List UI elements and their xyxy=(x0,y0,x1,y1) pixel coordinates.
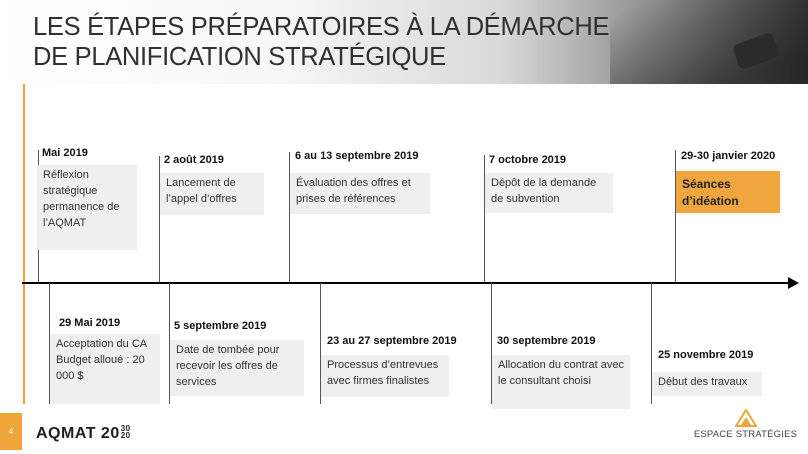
timeline-event-box: Acceptation du CA Budget alloué : 20 000 $ xyxy=(50,334,160,404)
aqmat-logo-year-bottom: 20 xyxy=(120,431,131,440)
timeline-date: Mai 2019 xyxy=(42,147,88,159)
aqmat-logo-year-top: 30 xyxy=(120,424,131,433)
triangle-icon xyxy=(735,409,757,427)
timeline-event-box: Réflexion stratégique permanence de l’AQMAT xyxy=(37,165,137,250)
left-accent-bar xyxy=(23,84,25,404)
timeline-date: 30 septembre 2019 xyxy=(497,335,596,347)
espace-strategies-logo xyxy=(693,409,798,449)
header-photo-shade xyxy=(610,0,808,84)
title-line-2: DE PLANIFICATION STRATÉGIQUE xyxy=(33,43,446,71)
timeline-connector xyxy=(675,150,676,282)
timeline-connector xyxy=(289,152,290,282)
timeline-date: 29 Mai 2019 xyxy=(59,317,121,329)
page-number: 4 xyxy=(0,413,22,450)
timeline-event-box: Processus d’entrevues avec firmes finalistes xyxy=(321,355,449,397)
timeline-event-box: Dépôt de la demande de subvention xyxy=(485,173,613,213)
timeline-date: 2 août 2019 xyxy=(164,154,224,166)
timeline-event-box: Lancement de l’appel d’offres xyxy=(160,173,264,215)
timeline-date: 23 au 27 septembre 2019 xyxy=(327,335,457,347)
timeline-axis xyxy=(22,282,790,284)
timeline-event-box: Début des travaux xyxy=(652,372,762,396)
title-line-1: LES ÉTAPES PRÉPARATOIRES À LA DÉMARCHE xyxy=(33,13,610,41)
timeline-event-box: Allocation du contrat avec le consultant choisi xyxy=(492,355,630,409)
aqmat-logo xyxy=(36,425,131,443)
timeline-arrowhead xyxy=(788,277,799,289)
timeline-event-box-highlighted: Séances d’idéation xyxy=(676,171,780,213)
timeline-date: 7 octobre 2019 xyxy=(489,154,567,166)
timeline-event-box: Évaluation des offres et prises de références xyxy=(290,173,430,214)
espace-strategies-label: ESPACE STRATÉGIES xyxy=(693,429,798,440)
timeline-event-box: Date de tombée pour recevoir les offres de services xyxy=(170,340,304,396)
aqmat-logo-text: AQMAT 20 xyxy=(36,425,120,442)
timeline-date: 29-30 janvier 2020 xyxy=(681,150,776,162)
aqmat-logo-year xyxy=(121,425,131,439)
timeline-date: 5 septembre 2019 xyxy=(174,320,267,332)
slide-title xyxy=(33,12,609,72)
timeline-date: 6 au 13 septembre 2019 xyxy=(295,150,419,162)
timeline-date: 25 novembre 2019 xyxy=(658,349,754,361)
